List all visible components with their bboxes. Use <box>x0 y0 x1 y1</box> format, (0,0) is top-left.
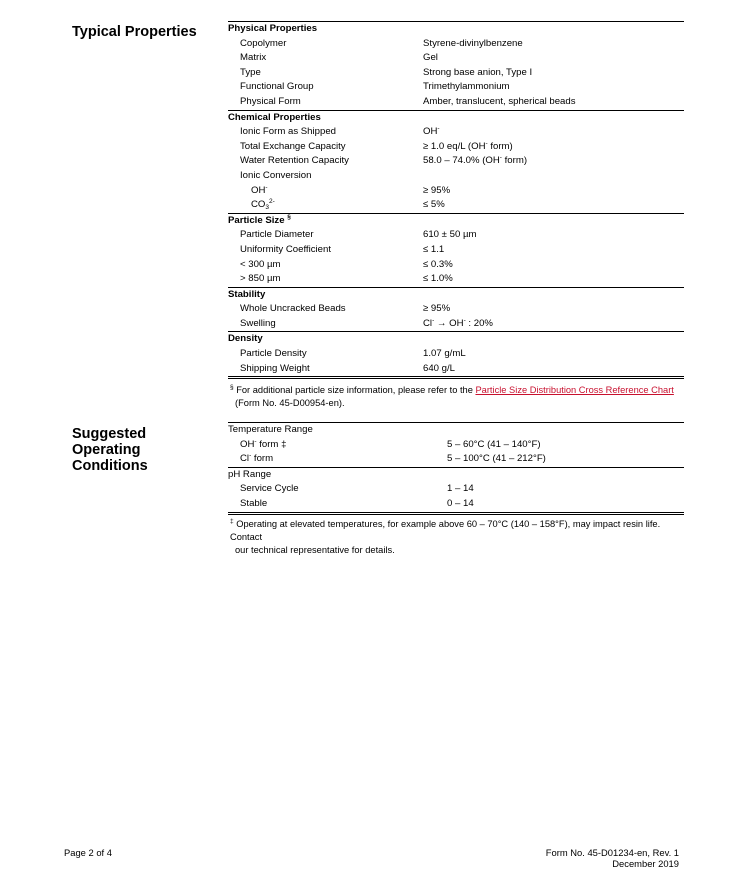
particle-size-footnote: § For additional particle size information, please refer to the Particle Size Distribution Cross Reference Chart (Form No. 45-D00954-en). <box>230 384 674 408</box>
table-row: Copolymer Styrene-divinylbenzene <box>240 37 523 49</box>
particle-size-chart-link[interactable]: Particle Size Distribution Cross Reference Chart <box>475 385 674 395</box>
table-row: Matrix Gel <box>240 52 438 64</box>
table-row: Whole Uncracked Beads ≥ 95% <box>240 303 451 315</box>
temperature-range-header: Temperature Range <box>228 424 313 435</box>
table-row: Physical Form Amber, translucent, spherical beads <box>240 95 576 107</box>
table-row: < 300 µm ≤ 0.3% <box>240 258 453 270</box>
ph-range-header: pH Range <box>228 468 272 480</box>
table-row: Cl- form 5 – 100°C (41 – 212°F) <box>240 452 546 465</box>
typical-properties-title: Typical Properties <box>72 24 197 40</box>
table-row: Type Strong base anion, Type I <box>240 66 533 78</box>
chemical-properties-header: Chemical Properties <box>228 111 321 123</box>
table-row: > 850 µm ≤ 1.0% <box>240 273 453 285</box>
table-row: OH- ≥ 95% <box>251 183 451 196</box>
physical-properties-header: Physical Properties <box>228 23 318 34</box>
table-row: OH- form ‡ 5 – 60°C (41 – 140°F) <box>240 437 541 450</box>
table-row: Uniformity Coefficient ≤ 1.1 <box>240 243 445 255</box>
suggested-operating-conditions-title: Suggested Operating Conditions <box>72 426 148 474</box>
table-row: Total Exchange Capacity ≥ 1.0 eq/L (OH- form) <box>240 139 513 152</box>
table-rule <box>228 376 684 379</box>
particle-size-header: Particle Size § <box>228 213 291 226</box>
table-row: Functional Group Trimethylammonium <box>240 81 510 93</box>
form-number: Form No. 45-D01234-en, Rev. 1 December 2019 <box>545 847 679 869</box>
stability-header: Stability <box>228 288 266 300</box>
table-row: Ionic Conversion <box>240 169 312 181</box>
page-number: Page 2 of 4 <box>64 847 112 858</box>
table-row: Stable 0 – 14 <box>240 497 474 509</box>
typical-properties-table <box>228 21 684 379</box>
table-row: Particle Density 1.07 g/mL <box>240 348 466 360</box>
operating-temperature-footnote: ‡ Operating at elevated temperatures, for example above 60 – 70°C (140 – 158°F), may impact resin life. Contact our technical representative for details. <box>230 518 661 555</box>
table-row: Ionic Form as Shipped OH- <box>240 125 440 138</box>
table-row: Swelling Cl- → OH- : 20% <box>240 316 493 329</box>
table-row: Service Cycle 1 – 14 <box>240 483 474 495</box>
density-header: Density <box>228 333 263 345</box>
table-row: Water Retention Capacity 58.0 – 74.0% (OH- form) <box>240 154 528 167</box>
table-row: $CO_3^{2-}$ ≤ 5% <box>251 198 445 212</box>
operating-conditions-table <box>228 422 684 515</box>
table-rule <box>228 512 684 515</box>
table-row: Shipping Weight 640 g/L <box>240 362 456 374</box>
table-row: Particle Diameter 610 ± 50 µm <box>240 229 477 241</box>
